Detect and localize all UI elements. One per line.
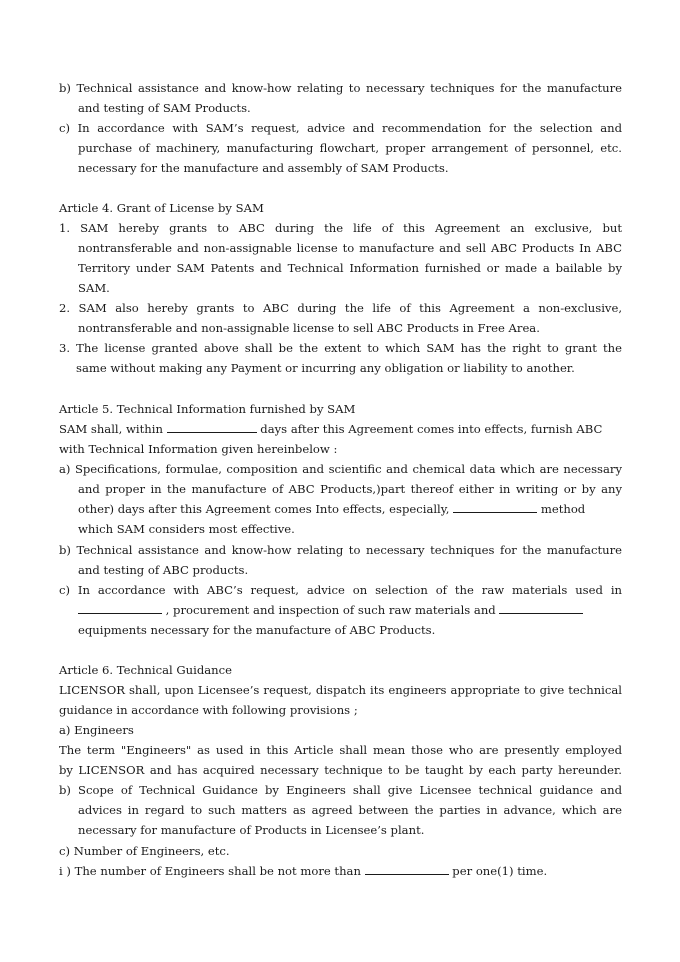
article-heading: Article 6. Technical Guidance [59,663,232,677]
text-line: SAM. [78,281,110,295]
text-line: c) Number of Engineers, etc. [59,844,230,858]
text-line: 3. The license granted above shall be the extent to which SAM has the right to grant the [59,341,622,355]
fill-in-blank [365,862,449,875]
text-line: necessary for manufacture of Products in Licensee’s plant. [78,823,425,837]
text-line: b) Technical assistance and know-how relating to necessary techniques for the manufacture [59,543,622,557]
text-line: 1. SAM hereby grants to ABC during the life of this Agreement an exclusive, but [59,221,622,235]
text-line: nontransferable and non-assignable license to manufacture and sell ABC Products In ABC [78,241,622,255]
text-segment: days after this Agreement comes into effects, furnish ABC [256,422,603,436]
text-line: c) In accordance with SAM’s request, advice and recommendation for the selection and [59,121,622,135]
text-line: by LICENSOR and has acquired necessary technique to be taught by each party hereunder. [59,763,622,777]
text-segment: per one(1) time. [448,864,548,878]
text-line: The term "Engineers" as used in this Article shall mean those who are presently employed [59,743,622,757]
text-segment: , procurement and inspection of such raw materials and [162,603,500,617]
text-line: nontransferable and non-assignable license to sell ABC Products in Free Area. [78,321,540,335]
text-line: and testing of ABC products. [78,563,249,577]
fill-in-blank [453,500,537,513]
fill-in-blank [499,601,583,614]
text-line: advices in regard to such matters as agreed between the parties in advance, which are [78,803,622,817]
text-line: Territory under SAM Patents and Technical Information furnished or made a bailable by [78,261,622,275]
article-heading: Article 4. Grant of License by SAM [59,201,264,215]
text-line: and proper in the manufacture of ABC Products,)part thereof either in writing or by any [78,482,622,496]
fill-in-blank [78,601,162,614]
text-line [59,419,622,439]
text-line: purchase of machinery, manufacturing flowchart, proper arrangement of personnel, etc. [78,141,622,155]
text-line: necessary for the manufacture and assembly of SAM Products. [78,161,449,175]
text-line: and testing of SAM Products. [78,101,251,115]
text-line: which SAM considers most effective. [78,522,295,536]
text-segment: i ) The number of Engineers shall be not more than [59,864,365,878]
text-line: c) In accordance with ABC’s request, advice on selection of the raw materials used in [59,583,622,597]
fill-in-blank [167,420,257,433]
text-line: b) Scope of Technical Guidance by Engineers shall give Licensee technical guidance and [59,783,622,797]
text-line: a) Specifications, formulae, composition and scientific and chemical data which are necessary [59,462,622,476]
text-line: a) Engineers [59,723,134,737]
text-segment: SAM shall, within [59,422,167,436]
text-segment: method [537,502,586,516]
text-line [59,861,622,881]
article-heading: Article 5. Technical Information furnished by SAM [59,402,356,416]
text-line: same without making any Payment or incurring any obligation or liability to another. [76,361,575,375]
text-line [78,600,622,620]
text-line: 2. SAM also hereby grants to ABC during the life of this Agreement a non-exclusive, [59,301,622,315]
text-line: LICENSOR shall, upon Licensee’s request, dispatch its engineers appropriate to give technical [59,683,622,697]
text-segment: other) days after this Agreement comes Into effects, especially, [78,502,454,516]
text-line [78,499,622,519]
text-line: guidance in accordance with following provisions ; [59,703,358,717]
text-line: equipments necessary for the manufacture of ABC Products. [78,623,436,637]
text-line: b) Technical assistance and know-how relating to necessary techniques for the manufacture [59,81,622,95]
text-line: with Technical Information given hereinbelow : [59,442,338,456]
